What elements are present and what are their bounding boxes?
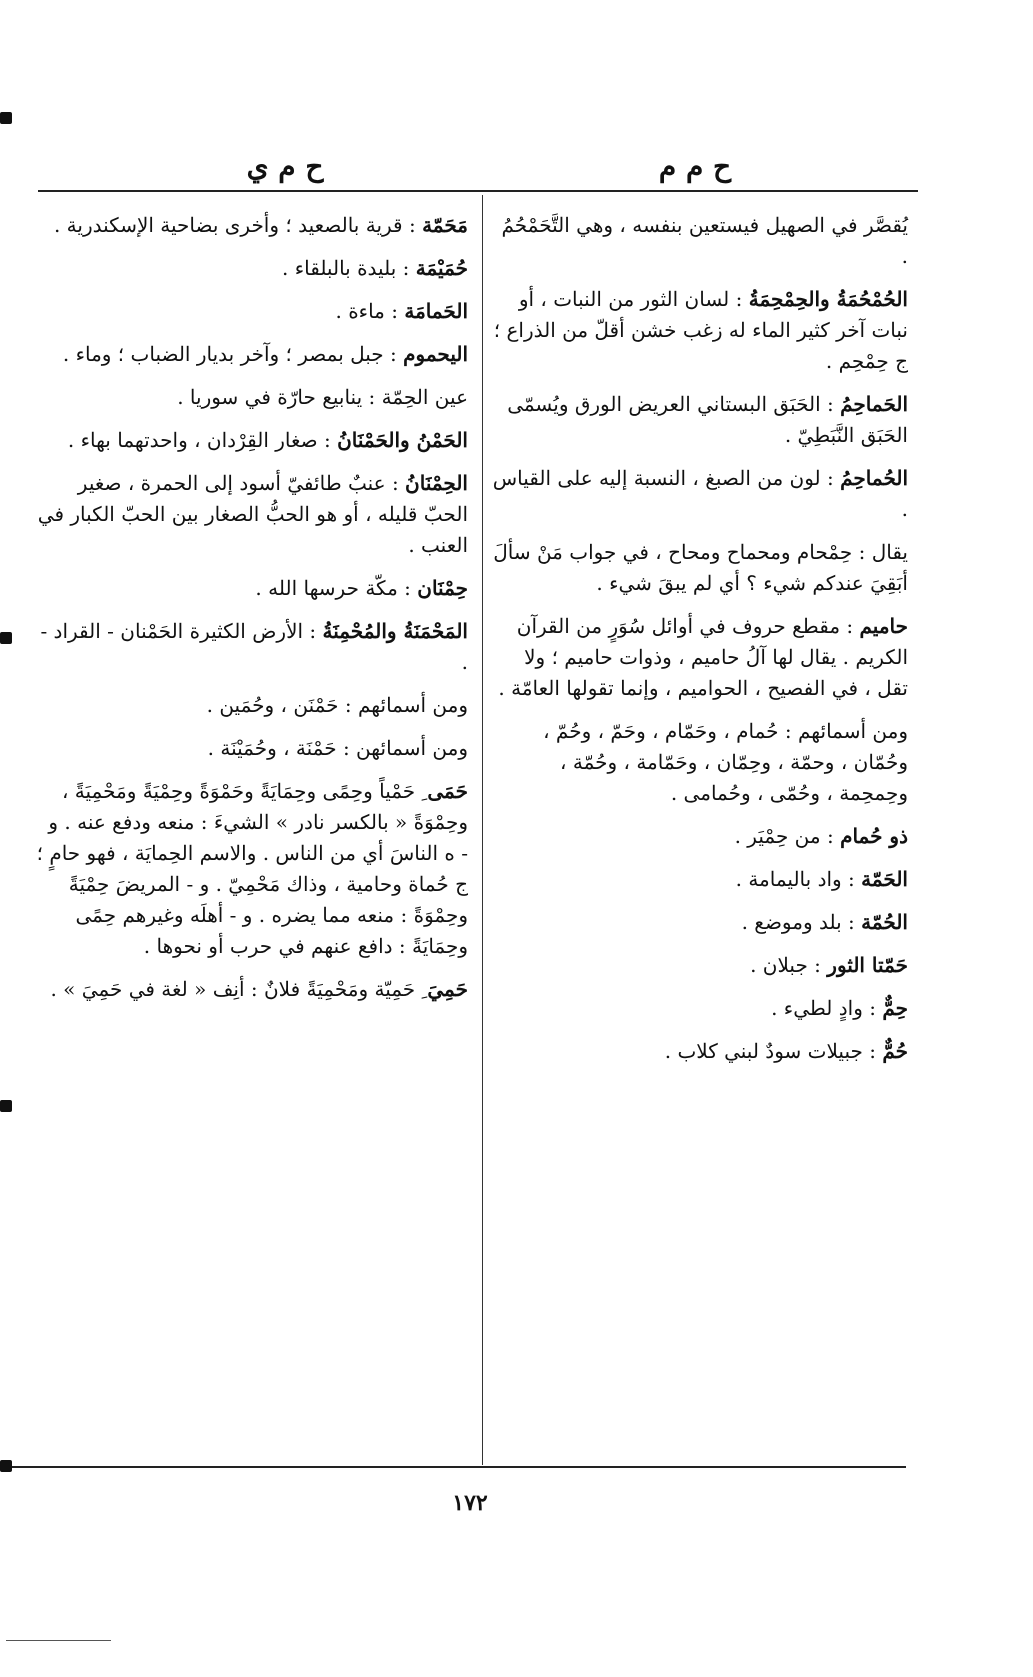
dictionary-entry xyxy=(36,733,468,764)
entry-text: : واد باليمامة . xyxy=(735,867,855,891)
entry-headword: حاميم xyxy=(859,614,908,638)
entry-text: : مكّة حرسها الله . xyxy=(255,576,411,600)
entry-text: ِ حَمِيّة ومَحْمِيَةً فلانٌ : أنِف « لغة في حَمِيَ » . xyxy=(50,977,422,1001)
entry-text: ِ حَمْياً وحِمًى وحِمَايَةً وحَمْوَةً وحِمْيَةً ومَحْمِيَةً ، وحِمْوَةً « بالكسر نادر » الشيءَ : منعه ودفع عنه . و - ه الناسَ أي من الناس . والاسم الحِمايَة ، فهو حامٍ ؛ ج حُماة وحامية ، وذاك مَحْمِيّ . و - المريضَ حِمْيَةً وحِمْوَةً : منعه مما يضره . و - أهلَه وغيرهم حِمًى وحِمَايَةً : دافع عنهم في حرب أو نحوها . xyxy=(36,779,468,958)
dictionary-entry xyxy=(490,716,908,809)
right-column xyxy=(490,210,908,1079)
entry-headword: حِمٌّ xyxy=(882,996,908,1020)
entry-text: : قرية بالصعيد ؛ وأخرى بضاحية الإسكندرية . xyxy=(53,213,416,237)
dictionary-entry xyxy=(36,210,468,241)
footer-rule xyxy=(6,1466,906,1468)
dictionary-entry xyxy=(36,253,468,284)
entry-headword: حَمّتا الثور xyxy=(827,953,908,977)
footnote-rule xyxy=(6,1640,111,1641)
dictionary-entry xyxy=(490,611,908,704)
entry-text: : بليدة بالبلقاء . xyxy=(281,256,410,280)
dictionary-entry xyxy=(490,389,908,451)
entry-text: ومن أسمائهم : حُمام ، وحَمّام ، وحَمّ ، وحُمّ ، وحُمّان ، وحمّة ، وحِمّان ، وحَمّامة ، وحُمّة ، وحِمحِمة ، وحُمّى ، وحُمامى . xyxy=(543,719,908,805)
dictionary-entry xyxy=(490,463,908,525)
entry-headword: الحَماحِمُ xyxy=(840,392,908,416)
entry-text: : الأرض الكثيرة الحَمْنان - القراد - . xyxy=(40,619,468,674)
entry-headword: الحَمْنُ والحَمْنَانُ xyxy=(337,428,468,452)
dictionary-entry xyxy=(490,1036,908,1067)
dictionary-entry xyxy=(490,821,908,852)
entry-headword: ذو حُمام xyxy=(840,824,908,848)
entry-headword: حُمَيْمَة xyxy=(415,256,468,280)
entry-headword: مَحَمّة xyxy=(422,213,468,237)
right-column-root-header: ح م م xyxy=(658,150,732,183)
entry-text: : لسان الثور من النبات ، أو نبات آخر كثير الماء له زغب خشن أقلّ من الذراع ؛ ج حِمْحِم . xyxy=(493,287,908,373)
entry-text: : من حِمْيَر . xyxy=(734,824,834,848)
left-column-root-header: ح م ي xyxy=(246,150,324,183)
entry-text: يقال : حِمْحام ومحماح ومحاح ، في جواب مَنْ سألَ أبَقِيَ عندكم شيء ؟ أي لم يبقَ شيء . xyxy=(493,540,908,595)
dictionary-entry xyxy=(36,468,468,561)
dictionary-entry xyxy=(36,339,468,370)
dictionary-entry xyxy=(36,382,468,413)
margin-mark xyxy=(0,1100,12,1112)
entry-text: : جبل بمصر ؛ وآخر بديار الضباب ؛ وماء . xyxy=(62,342,397,366)
entry-headword: حِمْنَان xyxy=(417,576,468,600)
entry-text: : وادٍ لطيء . xyxy=(771,996,876,1020)
margin-mark xyxy=(0,1460,12,1472)
entry-headword: الحَمّة xyxy=(861,867,908,891)
margin-mark xyxy=(0,632,12,644)
entry-headword: اليحموم xyxy=(403,342,468,366)
entry-headword: حَمِيَ xyxy=(427,977,468,1001)
entry-text: يُقصَّر في الصهيل فيستعين بنفسه ، وهي التَّحَمْحُمُ . xyxy=(501,213,908,268)
entry-text: : لون من الصبغ ، النسبة إليه على القياس . xyxy=(492,466,908,521)
dictionary-entry xyxy=(36,974,468,1005)
entry-text: : جبيلات سودٌ لبني كلاب . xyxy=(664,1039,876,1063)
entry-headword: الحُمّة xyxy=(861,910,908,934)
dictionary-entry xyxy=(36,573,468,604)
header-rule xyxy=(38,190,918,192)
entry-text: : الحَبَق البستاني العريض الورق ويُسمّى الحَبَق النَّبَطِيّ . xyxy=(507,392,908,447)
dictionary-entry xyxy=(36,776,468,962)
entry-text: : جبلان . xyxy=(750,953,821,977)
margin-mark xyxy=(0,112,12,124)
dictionary-entry xyxy=(490,284,908,377)
entry-text: ومن أسمائهم : حَمْنَن ، وحُمَين . xyxy=(206,693,468,717)
entry-text: : عنبٌ طائفيّ أسود إلى الحمرة ، صغير الحبّ قليله ، أو هو الحبُّ الصغار بين الحبّ الكبار في العنب . xyxy=(37,471,468,557)
dictionary-entry xyxy=(490,950,908,981)
entry-headword: حَمَى xyxy=(427,779,468,803)
entry-text: ومن أسمائهن : حَمْنَة ، وحُمَيْنَة . xyxy=(207,736,468,760)
dictionary-entry xyxy=(36,296,468,327)
dictionary-entry xyxy=(490,537,908,599)
entry-headword: الحُمْحُمَةُ والحِمْحِمَةُ xyxy=(748,287,908,311)
entry-headword: المَحْمَنَةُ والمُحْمِنَةُ xyxy=(322,619,468,643)
dictionary-entry xyxy=(490,907,908,938)
entry-headword: الحَمامَة xyxy=(404,299,468,323)
entry-text: : ماءة . xyxy=(335,299,398,323)
left-column xyxy=(36,210,468,1017)
entry-headword: حُمٌّ xyxy=(882,1039,908,1063)
entry-text: : صغار القِرْدان ، واحدتهما بهاء . xyxy=(67,428,331,452)
entry-text: : مقطع حروف في أوائل سُوَرٍ من القرآن الكريم . يقال لها آلُ حاميم ، وذوات حاميم ؛ ولا تقل ، في الفصيح ، الحواميم ، وإنما تقولها العامّة . xyxy=(498,614,908,700)
entry-text: عين الحِمّة : ينابيع حارّة في سوريا . xyxy=(177,385,468,409)
dictionary-entry xyxy=(490,993,908,1024)
page-number: ١٧٢ xyxy=(452,1490,488,1516)
dictionary-entry xyxy=(36,616,468,678)
entry-headword: الحُماحِمُ xyxy=(840,466,908,490)
entry-text: : بلد وموضع . xyxy=(741,910,855,934)
dictionary-entry xyxy=(490,210,908,272)
column-divider xyxy=(482,195,483,1465)
dictionary-entry xyxy=(36,690,468,721)
dictionary-entry xyxy=(36,425,468,456)
entry-headword: الحِمْنَانُ xyxy=(405,471,468,495)
dictionary-entry xyxy=(490,864,908,895)
